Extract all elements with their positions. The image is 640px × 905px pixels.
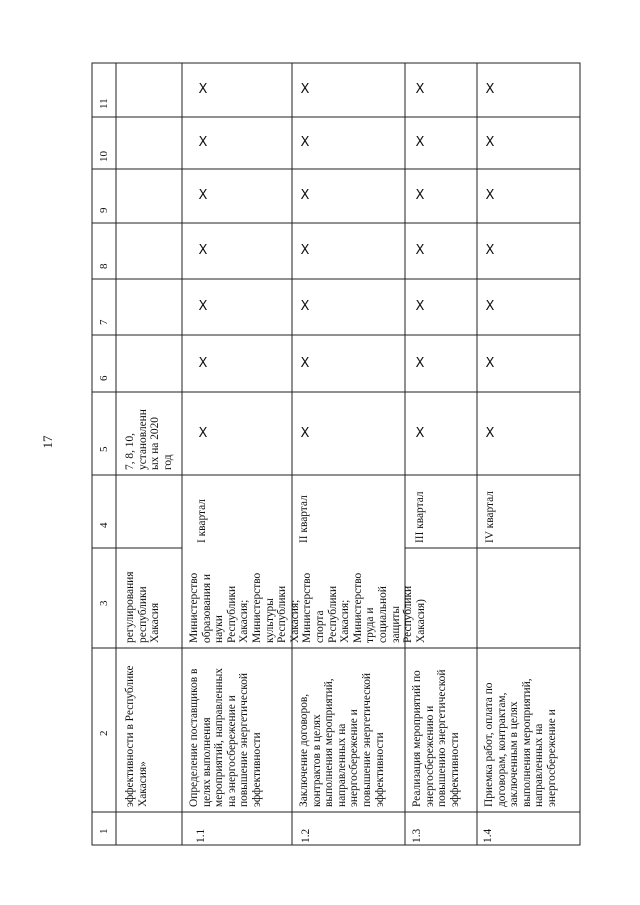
mark-1-3-col8: X bbox=[415, 243, 425, 258]
mark-1-3-col9: X bbox=[415, 188, 425, 203]
mark-1-3-col5: X bbox=[415, 426, 425, 441]
row-1-4-name: Приемка работ, оплата по договорам, контрактам, заключенным в целях выполнения мероприятий, направленных на энергосбережение и bbox=[483, 678, 558, 807]
col-header-1: 1 bbox=[98, 828, 110, 834]
mark-1-1-col11: X bbox=[198, 82, 208, 97]
mark-1-3-col10: X bbox=[415, 135, 425, 150]
mark-1-1-col7: X bbox=[198, 299, 208, 314]
row-1-2-name: Заключение договоров, контрактов в целях выполнения мероприятий, направленных на энергосбережение и повышение энергетической эффективности bbox=[298, 672, 386, 807]
executor-ministries: Министерство образования и науки Республики Хакасия; Министерство культуры Республики Хакасия; Министерство спорта Республики Хакасия; Министерство труда и социальной защиты Республики Хакасия) bbox=[188, 572, 427, 643]
mark-1-2-col9: X bbox=[300, 188, 310, 203]
mark-1-4-col11: X bbox=[485, 82, 495, 97]
row-1-3-name: Реализация мероприятий по энергосбережению и повышению энергетической эффективности bbox=[411, 669, 461, 807]
mark-1-4-col8: X bbox=[485, 243, 495, 258]
mark-1-3-col11: X bbox=[415, 82, 425, 97]
mark-1-2-col8: X bbox=[300, 243, 310, 258]
col-header-10: 10 bbox=[98, 151, 110, 162]
page-number: 17 bbox=[40, 435, 55, 449]
continuation-name: эффективности в Республике Хакасия» bbox=[124, 665, 149, 807]
col-header-7: 7 bbox=[98, 319, 110, 325]
row-1-4-period: IV квартал bbox=[484, 491, 496, 543]
row-1-1-period: I квартал bbox=[196, 499, 208, 543]
row-1-1-number: 1.1 bbox=[195, 828, 207, 843]
mark-1-1-col9: X bbox=[198, 188, 208, 203]
mark-1-2-col11: X bbox=[300, 82, 310, 97]
mark-1-4-col7: X bbox=[485, 299, 495, 314]
col-header-2: 2 bbox=[98, 730, 110, 736]
mark-1-4-col5: X bbox=[485, 426, 495, 441]
mark-1-3-col6: X bbox=[415, 356, 425, 371]
row-1-2-period: II квартал bbox=[298, 495, 310, 543]
mark-1-4-col10: X bbox=[485, 135, 495, 150]
mark-1-1-col10: X bbox=[198, 135, 208, 150]
row-1-3-period: III квартал bbox=[414, 491, 426, 543]
row-1-1-name: Определение поставщиков в целях выполнения мероприятий, направленных на энергосбережение и повышение энергетической эффективности bbox=[188, 667, 263, 807]
row-1-3-number: 1.3 bbox=[411, 828, 423, 843]
mark-1-1-col6: X bbox=[198, 356, 208, 371]
mark-1-3-col7: X bbox=[415, 299, 425, 314]
mark-1-1-col8: X bbox=[198, 243, 208, 258]
row-1-4-number: 1.4 bbox=[482, 828, 494, 843]
col-header-3: 3 bbox=[98, 600, 110, 606]
col-header-11: 11 bbox=[98, 98, 110, 109]
col-header-8: 8 bbox=[98, 263, 110, 269]
mark-1-4-col9: X bbox=[485, 188, 495, 203]
col-header-5: 5 bbox=[98, 446, 110, 452]
col-header-4: 4 bbox=[98, 522, 110, 528]
mark-1-2-col6: X bbox=[300, 356, 310, 371]
col-header-6: 6 bbox=[98, 375, 110, 381]
row-1-2-number: 1.2 bbox=[300, 828, 312, 843]
mark-1-1-col5: X bbox=[198, 426, 208, 441]
mark-1-2-col5: X bbox=[300, 426, 310, 441]
continuation-executor: регулирования республики Хакасия bbox=[124, 571, 162, 643]
mark-1-2-col10: X bbox=[300, 135, 310, 150]
mark-1-2-col7: X bbox=[300, 299, 310, 314]
col-header-9: 9 bbox=[98, 207, 110, 213]
continuation-indicators: 7, 8, 10, установленн ых на 2020 год bbox=[124, 409, 174, 470]
mark-1-4-col6: X bbox=[485, 356, 495, 371]
